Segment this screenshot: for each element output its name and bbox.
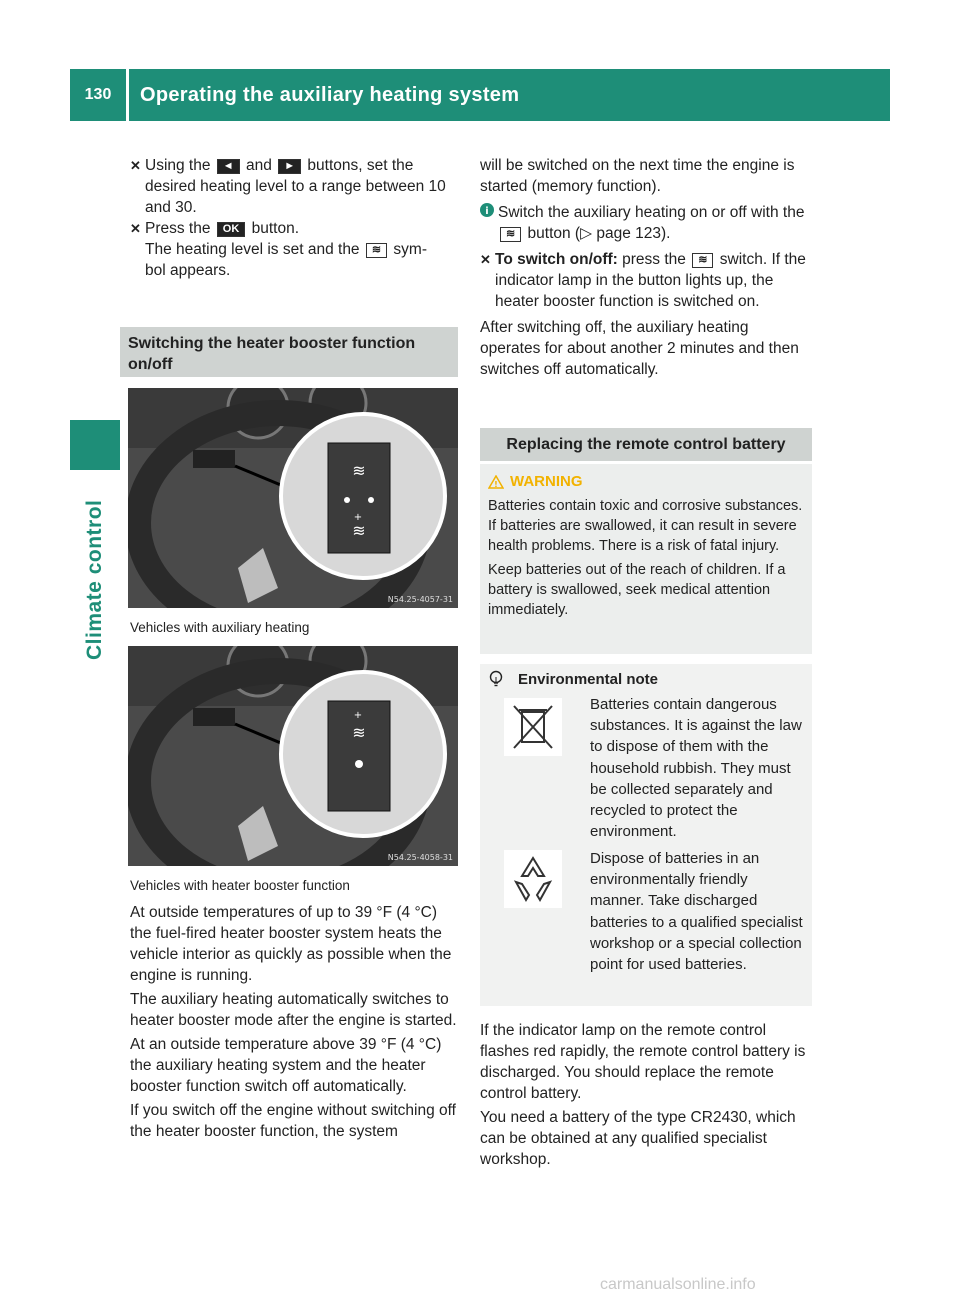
watermark: carmanualsonline.info xyxy=(600,1276,756,1293)
steering-wheel-photo-booster xyxy=(128,646,458,866)
header-divider xyxy=(126,69,129,121)
svg-text:≋: ≋ xyxy=(352,723,366,742)
photo2-illustration xyxy=(128,646,458,866)
svg-text:N54.25-4057-31: N54.25-4057-31 xyxy=(387,595,453,604)
paragraph: will be switched on the next time the engine is started (memory function). xyxy=(480,157,795,195)
paragraph: The auxiliary heating automatically switches to heater booster mode after the engine is started. xyxy=(130,991,457,1029)
environmental-note-box xyxy=(480,664,812,1006)
section-label: Climate control xyxy=(83,499,106,661)
ok-button-icon: OK xyxy=(217,222,246,237)
env-title: Environmental note xyxy=(518,670,659,688)
paragraph: You need a battery of the type CR2430, which can be obtained at any qualified specialist workshop. xyxy=(480,1109,796,1168)
booster-switch-icon: ≋ xyxy=(692,253,713,268)
svg-text:!: ! xyxy=(494,480,498,489)
paragraph: After switching off, the auxiliary heating operates for about another 2 minutes and then switches off automatically. xyxy=(480,319,799,378)
step-set-level: ✕ Using the ◄ and ► buttons, set the desired heating level to a range between 10 and 30. ✕ Press the OK button. The heating level is set and the ≋ sym- bol appears. xyxy=(130,157,446,279)
left-button-icon: ◄ xyxy=(217,159,240,174)
warning-triangle-icon xyxy=(488,475,504,489)
info-note: i Switch the auxiliary heating on or off with the ≋ button (▷ page 123). xyxy=(480,202,812,244)
svg-text:≋: ≋ xyxy=(352,521,366,540)
bullet-arrow-icon: ✕ xyxy=(130,158,141,173)
env-text: Dispose of batteries in an environmentally friendly manner. Take discharged batteries to a qualified specialist workshop or a special collection point for used batteries. xyxy=(590,850,803,974)
svg-text:≋: ≋ xyxy=(352,461,366,480)
photo1-illustration xyxy=(128,388,458,608)
lightbulb-icon xyxy=(488,670,504,688)
section-tab xyxy=(70,480,120,680)
steering-wheel-photo-aux xyxy=(128,388,458,608)
paragraph: At outside temperatures of up to 39 °F (4 °C) the fuel-fired heater booster system heats the vehicle interior as quickly as possible when the engine is running. xyxy=(130,904,452,984)
svg-text:+: + xyxy=(353,710,363,721)
heating-button-icon: ≋ xyxy=(500,227,521,242)
section-marker xyxy=(70,420,120,470)
paragraph: If the indicator lamp on the remote control flashes red rapidly, the remote control battery is discharged. You should replace the remote control battery. xyxy=(480,1022,806,1102)
warning-text: Keep batteries out of the reach of children. If a battery is swallowed, seek medical attention immediately. xyxy=(488,562,786,618)
warning-text: Batteries contain toxic and corrosive substances. If batteries are swallowed, it can result in severe health problems. There is a risk of fatal injury. xyxy=(488,498,803,554)
bullet-arrow-icon: ✕ xyxy=(130,221,141,236)
page-title: Operating the auxiliary heating system xyxy=(140,83,520,106)
paragraph: At an outside temperature above 39 °F (4 °C) the auxiliary heating system and the heater booster function switch off automatically. xyxy=(130,1036,442,1095)
svg-text:i: i xyxy=(485,206,489,217)
bullet-arrow-icon: ✕ xyxy=(480,252,491,267)
photo-caption: Vehicles with auxiliary heating xyxy=(130,620,310,635)
photo-caption: Vehicles with heater booster function xyxy=(130,878,350,893)
svg-text:+: + xyxy=(353,512,363,523)
recycle-icon xyxy=(504,850,562,908)
section-heading: Replacing the remote control battery xyxy=(480,428,812,461)
svg-text:N54.25-4058-31: N54.25-4058-31 xyxy=(387,853,453,862)
heating-symbol-icon: ≋ xyxy=(366,243,387,258)
left-body-text xyxy=(130,902,460,1142)
right-button-icon: ► xyxy=(278,159,301,174)
right-body-top: will be switched on the next time the engine is started (memory function). i Switch the auxiliary heating on or off with the ≋ button (▷ page 123). ✕ To switch on/off: press the ≋ switch. If the indicator lamp in the button lights up, the heater booster function is switched on. After switching off, the auxiliary heating operates for about another 2 minutes and then switches off automatically. xyxy=(480,155,812,380)
info-icon xyxy=(480,202,498,244)
warning-title: WARNING xyxy=(510,473,583,490)
env-text: Batteries contain dangerous substances. It is against the law to dispose of them with the household rubbish. They must be collected separately and recycled to protect the environment. xyxy=(590,696,802,841)
warning-box xyxy=(480,464,812,654)
paragraph: If you switch off the engine without switching off the heater booster function, the system xyxy=(130,1102,456,1140)
page-ref-arrow-icon: ▷ xyxy=(580,225,593,242)
section-heading: Switching the heater booster function on/off xyxy=(120,327,458,377)
crossed-bin-icon xyxy=(504,698,562,756)
page-number: 130 xyxy=(84,86,112,103)
right-body-bottom xyxy=(480,1020,812,1170)
